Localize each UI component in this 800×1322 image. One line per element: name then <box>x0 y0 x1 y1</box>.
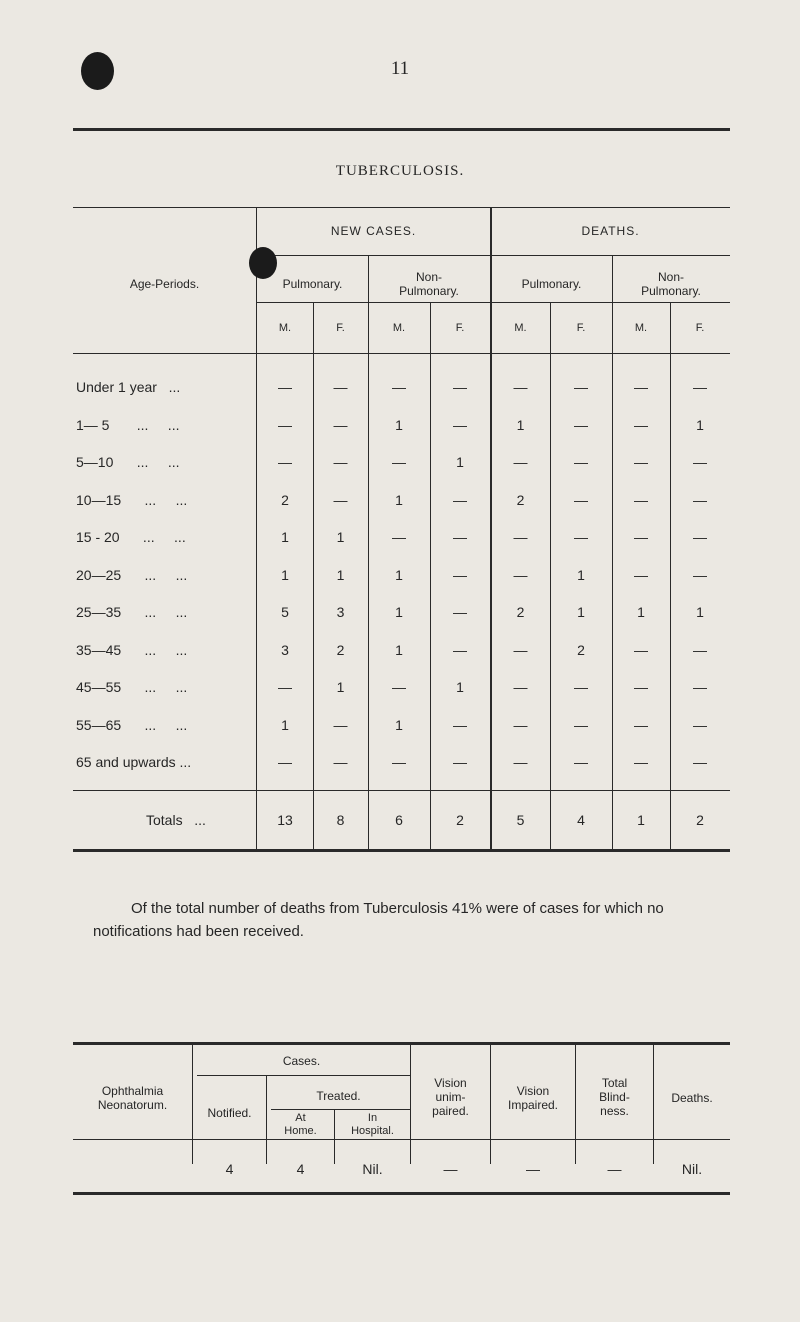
age-period-label: 35—45 ... ... <box>76 642 188 658</box>
table-cell: 1 <box>395 417 403 433</box>
table-cell: — <box>693 529 707 545</box>
table-cell: — <box>278 379 292 395</box>
table-cell: — <box>634 529 648 545</box>
table-cell: 2 <box>281 492 289 508</box>
age-period-label: 25—35 ... ... <box>76 604 188 620</box>
header-in-hospital: In Hospital. <box>351 1112 394 1137</box>
table-cell: 1 <box>281 567 289 583</box>
table-cell: 1 <box>456 679 464 695</box>
table-cell: — <box>278 417 292 433</box>
totals-label: Totals ... <box>146 812 206 828</box>
table-cell: — <box>278 454 292 470</box>
header-m: M. <box>514 322 527 334</box>
table-cell: — <box>453 379 467 395</box>
table-cell: 1 <box>395 717 403 733</box>
table-cell: — <box>278 679 292 695</box>
table-cell: — <box>634 754 648 770</box>
table-cell: 1 <box>577 567 585 583</box>
table-cell: 1 <box>395 604 403 620</box>
table-cell: — <box>574 679 588 695</box>
table-cell: 1 <box>395 642 403 658</box>
table-cell: 2 <box>336 642 345 658</box>
header-ophthalmia-neonatorum: Ophthalmia Neonatorum. <box>97 1084 168 1112</box>
total-cell: 2 <box>696 812 704 828</box>
table-cell: — <box>453 754 467 770</box>
table-cell: — <box>513 529 528 545</box>
age-period-label: 15 - 20 ... ... <box>76 529 186 545</box>
header-age-periods: Age-Periods. <box>129 277 200 291</box>
age-period-label: 55—65 ... ... <box>76 717 188 733</box>
table-cell: 1 <box>637 604 645 620</box>
total-cell: 8 <box>336 812 345 828</box>
table-cell: — <box>693 379 707 395</box>
table-cell: — <box>453 417 467 433</box>
table-cell: — <box>693 567 707 583</box>
header-notified: Notified. <box>207 1106 252 1120</box>
table-cell: 3 <box>336 604 345 620</box>
table-cell: — <box>574 529 588 545</box>
table-cell: — <box>693 642 707 658</box>
total-cell: 4 <box>577 812 585 828</box>
age-period-label: 1— 5 ... ... <box>76 417 180 433</box>
table-cell: — <box>392 529 406 545</box>
table-cell: — <box>693 454 707 470</box>
table-cell: 1 <box>577 604 585 620</box>
table-cell: — <box>333 717 348 733</box>
note-paragraph: Of the total number of deaths from Tuberculosis 41% were of cases for which no notifications had been received. <box>93 900 664 940</box>
age-period-label: 5—10 ... ... <box>76 454 180 470</box>
table-cell: — <box>693 679 707 695</box>
table-cell: 1 <box>336 529 345 545</box>
table-cell: — <box>634 454 648 470</box>
page-number: 11 <box>390 58 410 79</box>
table-cell: — <box>333 454 348 470</box>
header-vision-impaired: Vision Impaired. <box>507 1084 559 1112</box>
table-cell: — <box>392 754 406 770</box>
table-cell: — <box>634 492 648 508</box>
table-cell: — <box>392 454 406 470</box>
table-cell: 2 <box>516 604 525 620</box>
table-cell: — <box>513 454 528 470</box>
table-cell: — <box>453 717 467 733</box>
table-cell: 1 <box>336 679 345 695</box>
header-m: M. <box>278 322 292 334</box>
table-cell: — <box>634 717 648 733</box>
age-period-label: 20—25 ... ... <box>76 567 188 583</box>
table-title: TUBERCULOSIS. <box>335 163 465 179</box>
table-cell: 1 <box>395 492 403 508</box>
table-cell: 1 <box>456 454 464 470</box>
header-treated: Treated. <box>316 1089 361 1103</box>
total-cell: 2 <box>456 812 464 828</box>
ophthalmia-value: — <box>526 1161 540 1177</box>
ophthalmia-value: 4 <box>296 1161 305 1177</box>
table-cell: 1 <box>395 567 403 583</box>
table-cell: — <box>333 492 348 508</box>
table-cell: — <box>453 642 467 658</box>
table-cell: — <box>453 492 467 508</box>
table-cell: — <box>574 754 588 770</box>
table-cell: — <box>574 379 588 395</box>
header-f: F. <box>455 322 465 334</box>
table-cell: — <box>333 379 348 395</box>
table-cell: — <box>453 604 467 620</box>
header-new-non-pulmonary: Non- Pulmonary. <box>399 270 459 298</box>
table-cell: — <box>453 529 467 545</box>
table-cell: — <box>513 754 528 770</box>
total-cell: 1 <box>637 812 645 828</box>
table-cell: — <box>333 417 348 433</box>
table-cell: 5 <box>281 604 289 620</box>
header-new-pulmonary: Pulmonary. <box>282 277 343 291</box>
total-cell: 13 <box>277 812 293 828</box>
table-cell: — <box>693 717 707 733</box>
table-cell: — <box>693 492 707 508</box>
table-cell: — <box>634 567 648 583</box>
table-cell: 1 <box>696 417 704 433</box>
table-cell: — <box>333 754 348 770</box>
age-period-label: 10—15 ... ... <box>76 492 188 508</box>
ophthalmia-value: — <box>607 1161 622 1177</box>
age-period-label: Under 1 year ... <box>76 379 181 395</box>
header-m: M. <box>392 322 406 334</box>
table-cell: — <box>392 379 406 395</box>
table-cell: — <box>693 754 707 770</box>
ophthalmia-value: — <box>443 1161 458 1177</box>
header-deaths-non-pulmonary: Non- Pulmonary. <box>641 270 701 298</box>
age-period-label: 45—55 ... ... <box>76 679 188 695</box>
total-cell: 5 <box>516 812 525 828</box>
table-cell: — <box>634 642 648 658</box>
table-cell: — <box>513 717 528 733</box>
header-new-cases: NEW CASES. <box>330 224 417 238</box>
header-f: F. <box>576 322 586 334</box>
punch-hole <box>249 247 277 279</box>
top-rule <box>73 128 730 131</box>
table-cell: — <box>574 717 588 733</box>
table-cell: — <box>574 417 588 433</box>
table-cell: — <box>634 679 648 695</box>
ophthalmia-value: Nil. <box>681 1161 703 1177</box>
table-cell: 2 <box>577 642 585 658</box>
table-cell: 2 <box>516 492 525 508</box>
header-total-blindness: Total Blind- ness. <box>599 1076 630 1118</box>
table-cell: 1 <box>336 567 345 583</box>
table-cell: — <box>574 492 588 508</box>
table-cell: — <box>513 642 528 658</box>
header-deaths: Deaths. <box>671 1091 713 1105</box>
ophthalmia-value: 4 <box>225 1161 234 1177</box>
table-cell: 3 <box>281 642 289 658</box>
header-deaths: DEATHS. <box>581 224 640 238</box>
table-cell: 1 <box>281 717 289 733</box>
table-cell: — <box>513 679 528 695</box>
table-cell: — <box>392 679 406 695</box>
total-cell: 6 <box>395 812 403 828</box>
header-f: F. <box>336 322 345 334</box>
table-cell: — <box>453 567 467 583</box>
table-cell: — <box>513 567 528 583</box>
header-deaths-pulmonary: Pulmonary. <box>521 277 582 291</box>
table-cell: 1 <box>696 604 704 620</box>
age-period-label: 65 and upwards ... <box>76 754 192 770</box>
header-m: M. <box>634 322 648 334</box>
header-f: F. <box>695 322 705 334</box>
header-at-home: At Home. <box>284 1112 317 1137</box>
header-cases: Cases. <box>282 1054 321 1068</box>
table-cell: — <box>574 454 588 470</box>
table-cell: 1 <box>516 417 525 433</box>
table-cell: — <box>513 379 528 395</box>
ophthalmia-value: Nil. <box>362 1161 383 1177</box>
header-vision-unimpaired: Vision unim- paired. <box>432 1076 469 1118</box>
table-cell: — <box>634 417 648 433</box>
table-cell: — <box>278 754 292 770</box>
table-cell: — <box>634 379 648 395</box>
table-cell: 1 <box>281 529 289 545</box>
